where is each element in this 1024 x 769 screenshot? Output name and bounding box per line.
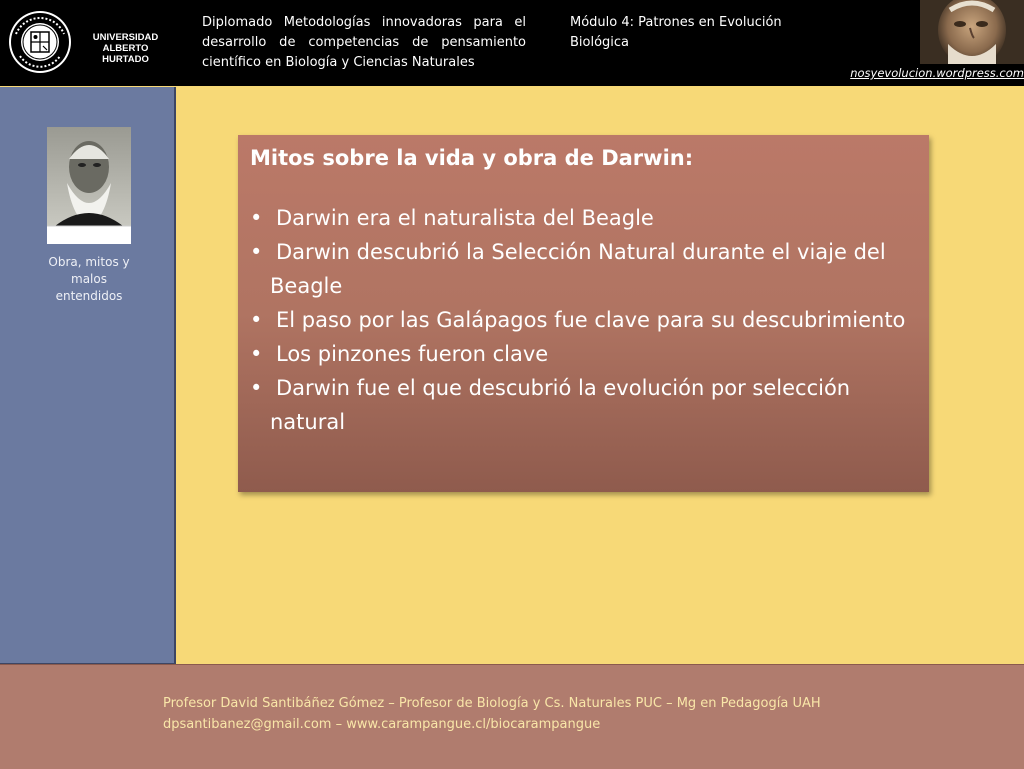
myths-box (238, 135, 929, 492)
blog-link[interactable]: nosyevolucion.wordpress.com (850, 66, 1024, 80)
diplomado-title: Diplomado Metodologías innovadoras para el desarrollo de competencias de pensamiento científico en Biología y Ciencias Naturales (202, 15, 526, 70)
list-item (250, 201, 915, 235)
list-item (250, 371, 915, 439)
module-title: Módulo 4: Patrones en Evolución Biológica (570, 15, 782, 50)
list-item-text: Darwin era el naturalista del Beagle (276, 206, 654, 230)
bullet-icon: • (250, 376, 263, 400)
bullet-icon: • (250, 308, 263, 332)
footer-author: Profesor David Santibáñez Gómez – Profesor de Biología y Cs. Naturales PUC – Mg en Pedagogía UAH (163, 696, 821, 711)
bullet-icon: • (250, 240, 263, 264)
bullet-icon: • (250, 206, 263, 230)
list-item-text: Darwin fue el que descubrió la evolución por selección natural (270, 376, 851, 434)
footer-contact: dpsantibanez@gmail.com – www.carampangue.cl/biocarampangue (163, 717, 601, 732)
list-item (250, 303, 915, 337)
list-item-text: El paso por las Galápagos fue clave para su descubrimiento (276, 308, 906, 332)
university-name: UNIVERSIDAD ALBERTO HURTADO (92, 32, 159, 65)
slide-footer (0, 664, 1024, 769)
list-item (250, 235, 915, 303)
darwin-caricature-image (920, 0, 1024, 64)
darwin-portrait-image (47, 127, 131, 244)
list-item (250, 337, 915, 371)
sidebar-label: Obra, mitos y malos entendidos (48, 255, 130, 303)
list-item-text: Los pinzones fueron clave (276, 342, 549, 366)
myths-title: Mitos sobre la vida y obra de Darwin: (250, 146, 694, 170)
sidebar (0, 87, 176, 664)
myths-list (250, 201, 915, 439)
bullet-icon: • (250, 342, 263, 366)
list-item-text: Darwin descubrió la Selección Natural durante el viaje del Beagle (270, 240, 886, 298)
slide-header (0, 0, 1024, 86)
university-seal-icon (8, 10, 72, 74)
